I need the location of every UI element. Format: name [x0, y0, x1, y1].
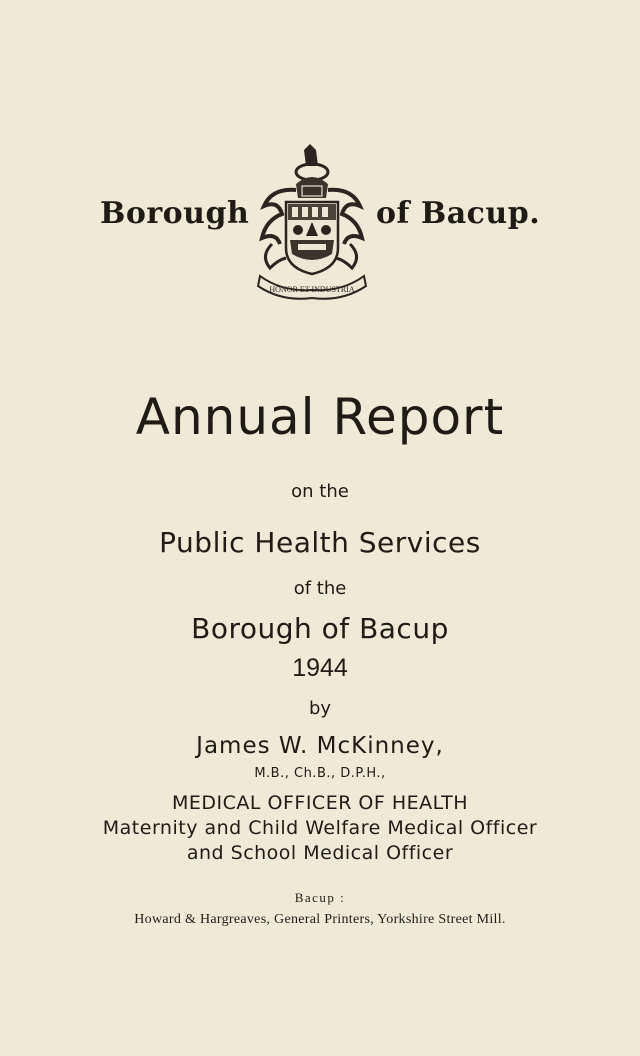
- borough-crest-emblem: [252, 140, 370, 300]
- crest-motto: HONOR ET INDUSTRIA: [269, 285, 355, 294]
- line-by: by: [308, 698, 332, 719]
- line-subject: Public Health Services: [159, 526, 481, 559]
- printer-name: Howard & Hargreaves, General Printers, Yorkshire Street Mill.: [134, 912, 506, 927]
- line-role-maternity: Maternity and Child Welfare Medical Officer: [102, 817, 538, 839]
- line-on-the: on the: [291, 481, 349, 502]
- line-place: Borough of Bacup: [191, 612, 449, 645]
- header-of-bacup: of Bacup.: [376, 196, 541, 231]
- line-author: James W. McKinney,: [196, 733, 444, 759]
- line-role-school: and School Medical Officer: [186, 842, 454, 864]
- header-borough: Borough: [100, 196, 250, 231]
- line-of-the: of the: [293, 578, 347, 599]
- report-title: Annual Report: [135, 388, 505, 446]
- line-degrees: M.B., Ch.B., D.P.H.,: [254, 766, 386, 781]
- printer-place: Bacup :: [294, 890, 346, 905]
- line-year: 1944: [292, 654, 348, 682]
- line-role-moh: MEDICAL OFFICER OF HEALTH: [171, 792, 469, 814]
